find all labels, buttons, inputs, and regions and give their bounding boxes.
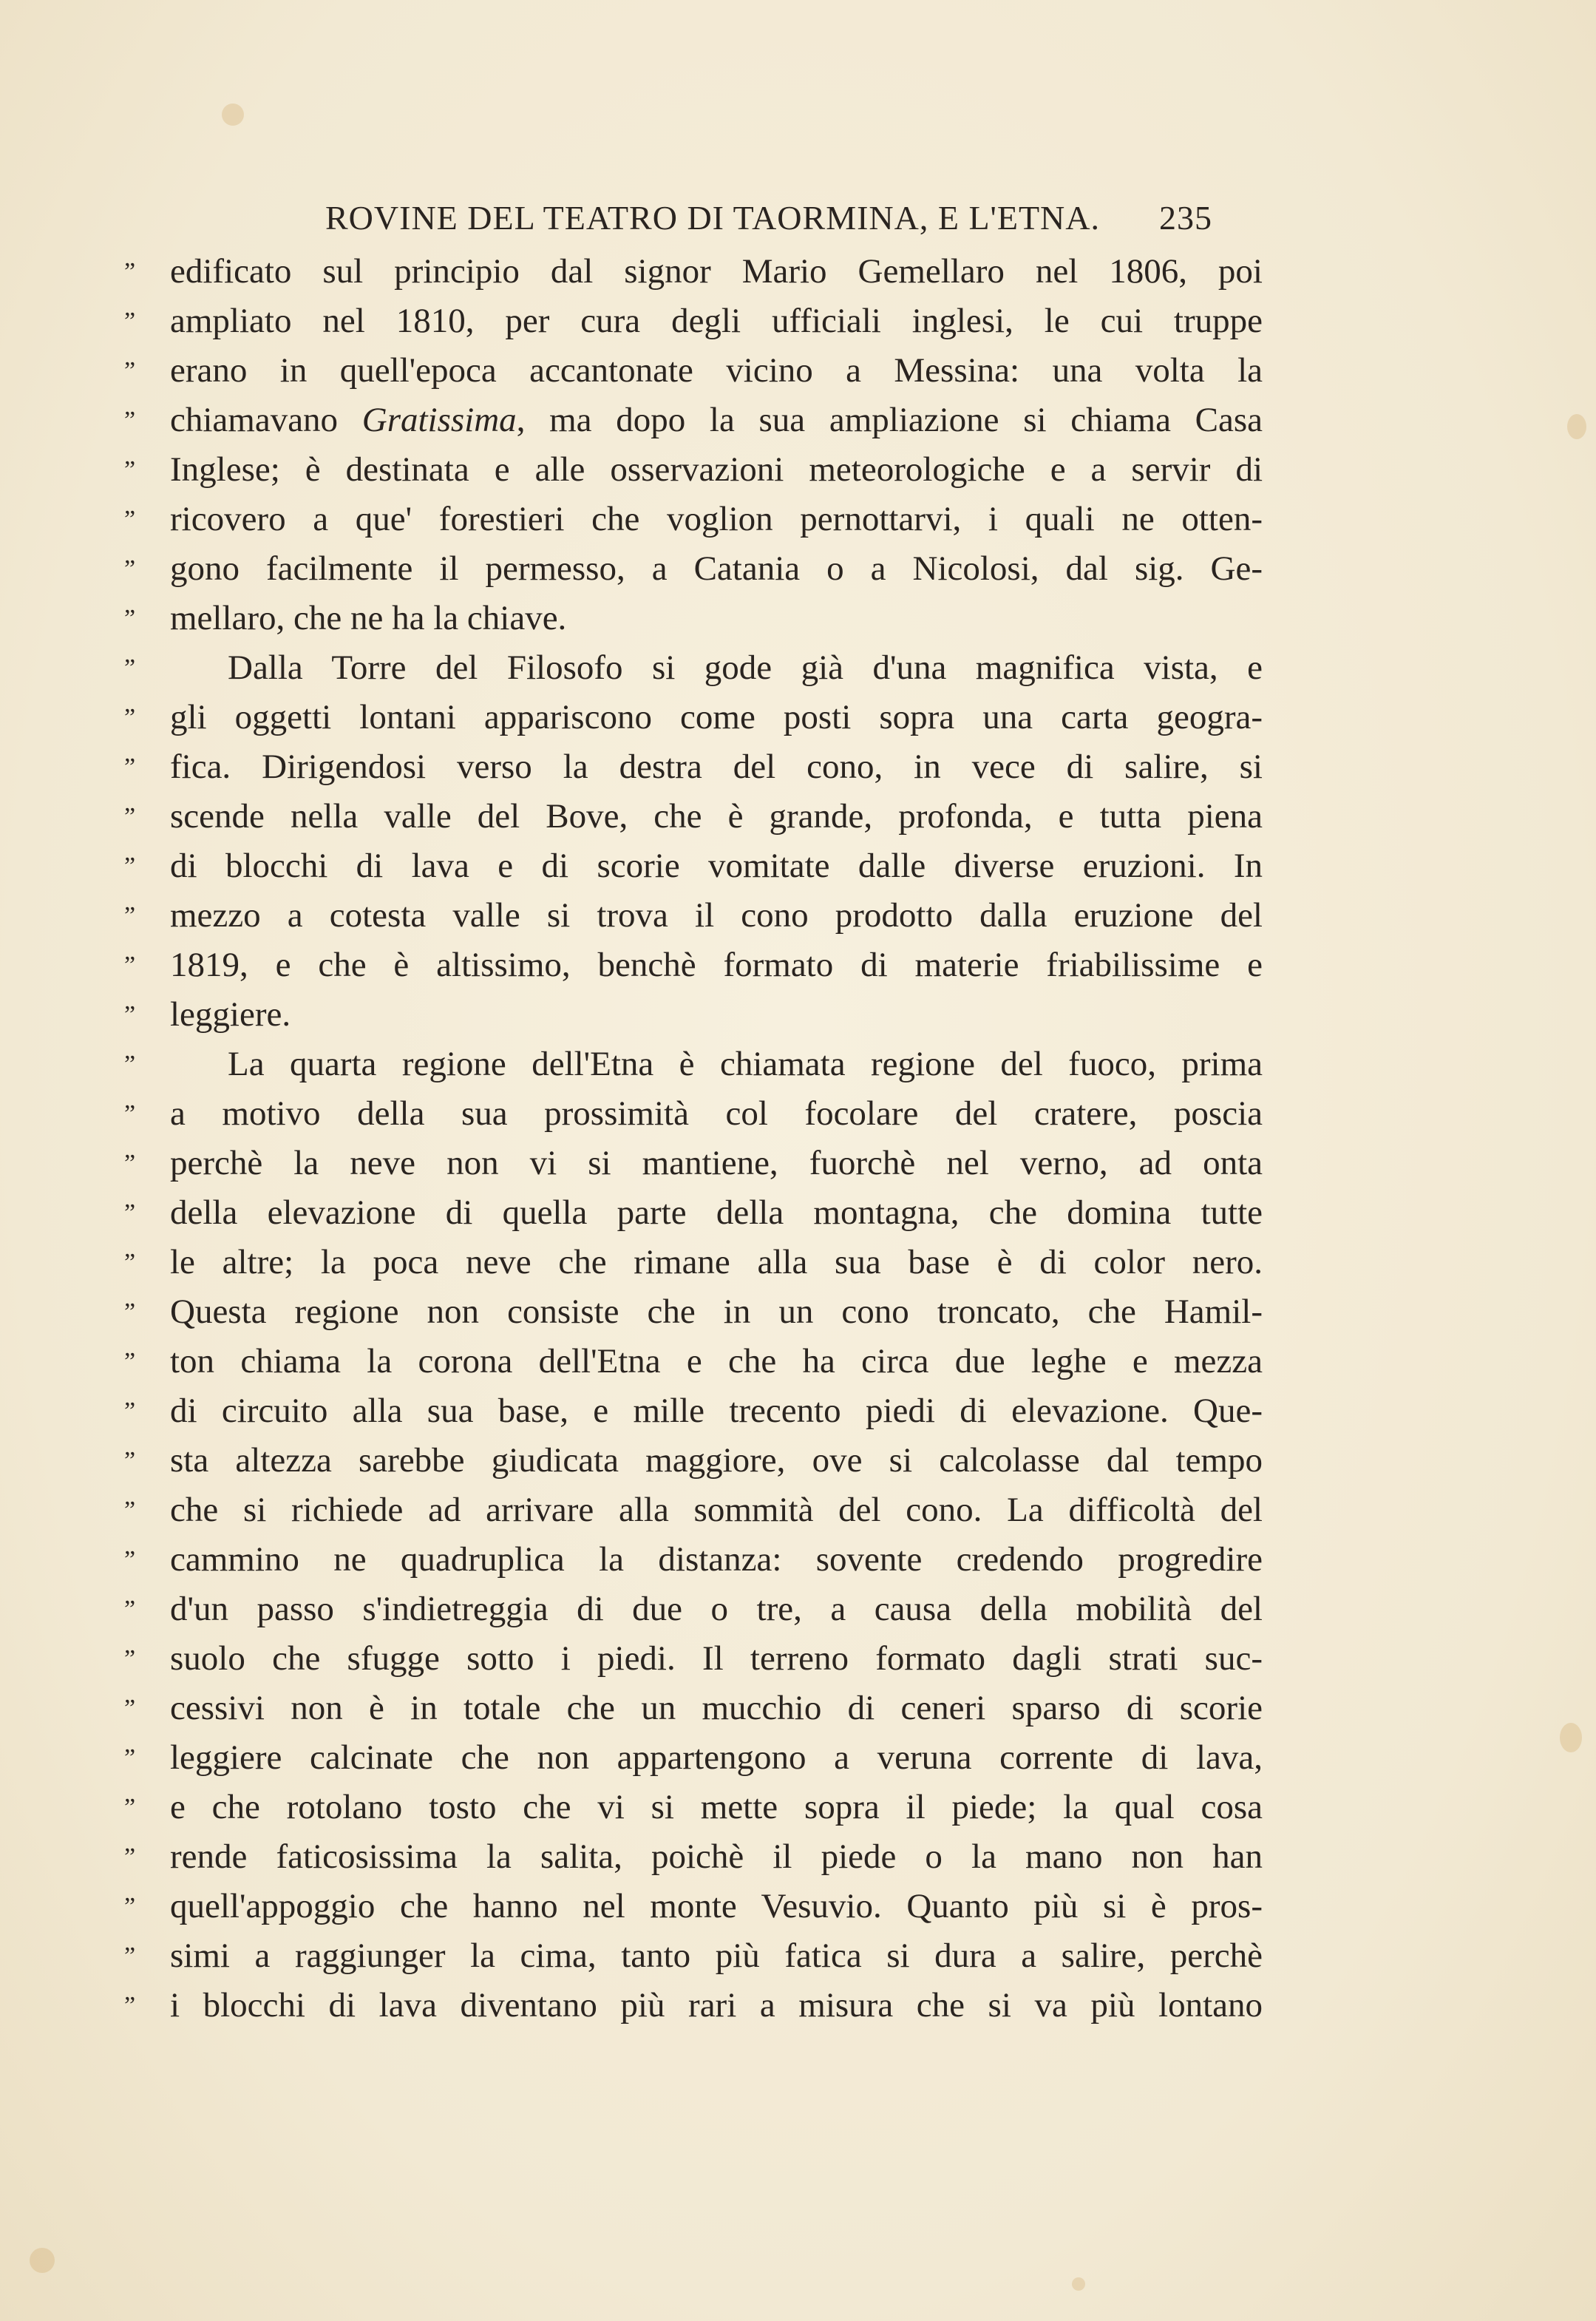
text-line [124,346,1263,396]
quotation-mark: ” [124,1596,136,1623]
line-text: 1819, e che è altissimo, benchè formato di materie friabilissime e [170,946,1263,984]
line-text: scende nella valle del Bove, che è grande, profonda, e tutta piena [170,797,1263,836]
quotation-mark: ” [124,1199,136,1227]
quotation-mark: ” [124,753,136,781]
quotation-mark: ” [124,1695,136,1722]
quotation-mark: ” [124,357,136,384]
line-text: di circuito alla sua base, e mille trecento piedi di elevazione. Que- [170,1392,1263,1430]
text-line [124,1535,1263,1585]
paper-stain [1560,1723,1582,1752]
line-text: gono facilmente il permesso, a Catania o a Nicolosi, dal sig. Ge- [170,549,1263,588]
paper-stain [222,104,244,126]
line-text-segment: , ma dopo la sua ampliazione si chiama Casa [516,401,1263,439]
text-line [124,1089,1263,1139]
quotation-mark: ” [124,654,136,682]
running-title: ROVINE DEL TEATRO DI TAORMINA, E L'ETNA. [325,199,1100,237]
text-line [124,990,1263,1040]
page-header [325,198,1212,243]
quotation-mark: ” [124,605,136,632]
quotation-mark: ” [124,407,136,434]
body-text [124,247,1263,2030]
text-line [124,297,1263,346]
text-line [124,247,1263,297]
text-line [124,1040,1263,1089]
quotation-mark: ” [124,1150,136,1177]
quotation-mark: ” [124,1397,136,1425]
text-line [124,1287,1263,1337]
quotation-mark: ” [124,456,136,484]
line-text: Dalla Torre del Filosofo si gode già d'una magnifica vista, e [228,648,1263,687]
text-line [124,1436,1263,1485]
quotation-mark: ” [124,555,136,583]
text-line [124,941,1263,990]
paper-stain [30,2248,55,2273]
quotation-mark: ” [124,1546,136,1573]
line-text: della elevazione di quella parte della montagna, che domina tutte [170,1193,1263,1232]
quotation-mark: ” [124,1249,136,1276]
line-text: simi a raggiunger la cima, tanto più fatica si dura a salire, perchè [170,1937,1263,1975]
text-line [124,1337,1263,1386]
text-line [124,396,1263,445]
line-text: di blocchi di lava e di scorie vomitate dalle diverse eruzioni. In [170,847,1263,885]
line-text: leggiere. [170,995,291,1034]
line-text: ton chiama la corona dell'Etna e che ha circa due leghe e mezza [170,1342,1263,1380]
line-text: fica. Dirigendosi verso la destra del cono, in vece di salire, si [170,748,1263,786]
quotation-mark: ” [124,1100,136,1128]
line-text: i blocchi di lava diventano più rari a misura che si va più lontano [170,1986,1263,2024]
line-text: quell'appoggio che hanno nel monte Vesuvio. Quanto più si è pros- [170,1887,1263,1925]
quotation-mark: ” [124,1992,136,2019]
text-line [124,594,1263,643]
line-text: perchè la neve non vi si mantiene, fuorchè nel verno, ad onta [170,1144,1263,1182]
line-text: cessivi non è in totale che un mucchio di ceneri sparso di scorie [170,1689,1263,1727]
quotation-mark: ” [124,1744,136,1772]
line-text: sta altezza sarebbe giudicata maggiore, ove si calcolasse dal tempo [170,1441,1263,1480]
text-line [124,1882,1263,1931]
quotation-mark: ” [124,1298,136,1326]
text-line [124,1981,1263,2030]
line-text: che si richiede ad arrivare alla sommità del cono. La difficoltà del [170,1491,1263,1529]
quotation-mark: ” [124,803,136,830]
paper-stain [1567,414,1586,439]
line-text: ampliato nel 1810, per cura degli ufficiali inglesi, le cui truppe [170,302,1263,340]
quotation-mark: ” [124,952,136,979]
quotation-mark: ” [124,308,136,335]
quotation-mark: ” [124,1051,136,1078]
text-line [124,1783,1263,1832]
quotation-mark: ” [124,902,136,929]
text-line [124,1485,1263,1535]
line-text: ricovero a que' forestieri che voglion pernottarvi, i quali ne otten- [170,500,1263,538]
line-text: d'un passo s'indietreggia di due o tre, a causa della mobilità del [170,1590,1263,1628]
quotation-mark: ” [124,1645,136,1673]
quotation-mark: ” [124,853,136,880]
line-text: erano in quell'epoca accantonate vicino a Messina: una volta la [170,351,1263,390]
text-line [124,891,1263,941]
text-line [124,1733,1263,1783]
italic-term: Gratissima [361,401,517,439]
text-line [124,544,1263,594]
text-line [124,1188,1263,1238]
line-text: mellaro, che ne ha la chiave. [170,599,567,637]
quotation-mark: ” [124,1893,136,1920]
text-line [124,742,1263,792]
paper-stain [1072,2277,1085,2291]
text-line [124,693,1263,742]
line-text: leggiere calcinate che non appartengono a veruna corrente di lava, [170,1738,1263,1777]
text-line [124,445,1263,495]
line-text: e che rotolano tosto che vi si mette sopra il piede; la qual cosa [170,1788,1263,1826]
text-line [124,1634,1263,1684]
line-text: rende faticosissima la salita, poichè il piede o la mano non han [170,1837,1263,1876]
line-text: suolo che sfugge sotto i piedi. Il terreno formato dagli strati suc- [170,1639,1263,1678]
text-line [124,1139,1263,1188]
text-line [124,1832,1263,1882]
line-text: Inglese; è destinata e alle osservazioni meteorologiche e a servir di [170,450,1263,489]
line-text: edificato sul principio dal signor Mario Gemellaro nel 1806, poi [170,252,1263,291]
text-line [124,1386,1263,1436]
text-line [124,1585,1263,1634]
page-number: 235 [1159,199,1212,237]
quotation-mark: ” [124,258,136,285]
line-text: cammino ne quadruplica la distanza: sovente credendo progredire [170,1540,1263,1579]
text-line [124,1931,1263,1981]
text-line [124,841,1263,891]
text-line [124,1684,1263,1733]
line-text: La quarta regione dell'Etna è chiamata regione del fuoco, prima [228,1045,1263,1083]
line-text: gli oggetti lontani appariscono come posti sopra una carta geogra- [170,698,1263,736]
quotation-mark: ” [124,1794,136,1821]
quotation-mark: ” [124,506,136,533]
quotation-mark: ” [124,1001,136,1029]
text-line [124,495,1263,544]
quotation-mark: ” [124,1348,136,1375]
line-text: le altre; la poca neve che rimane alla sua base è di color nero. [170,1243,1263,1281]
line-text [170,396,1263,445]
text-line [124,643,1263,693]
quotation-mark: ” [124,1843,136,1871]
line-text: a motivo della sua prossimità col focolare del cratere, poscia [170,1094,1263,1133]
line-text: mezzo a cotesta valle si trova il cono prodotto dalla eruzione del [170,896,1263,935]
quotation-mark: ” [124,704,136,731]
quotation-mark: ” [124,1942,136,1970]
text-line [124,792,1263,841]
quotation-mark: ” [124,1497,136,1524]
line-text-segment: chiamavano [170,401,362,439]
text-line [124,1238,1263,1287]
line-text: Questa regione non consiste che in un cono troncato, che Hamil- [170,1292,1263,1331]
quotation-mark: ” [124,1447,136,1474]
